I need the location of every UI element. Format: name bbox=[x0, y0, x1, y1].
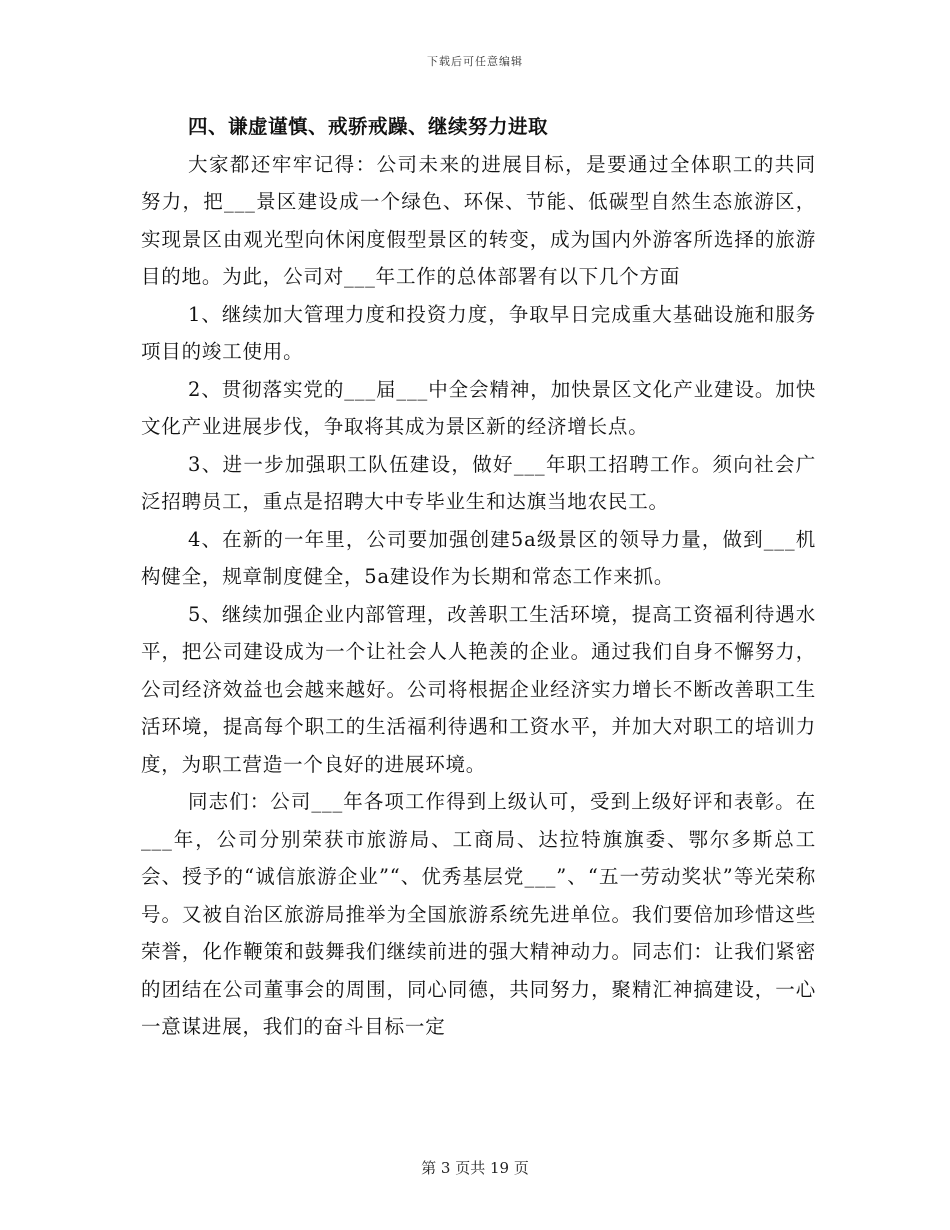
paragraph-item-2: 2、贯彻落实党的___届___中全会精神，加快景区文化产业建设。加快文化产业进展步伐，争取将其成为景区新的经济增长点。 bbox=[141, 377, 816, 438]
header-note: 下载后可任意编辑 bbox=[427, 55, 523, 68]
section-heading: 四、谦虚谨慎、戒骄戒躁、继续努力进取 bbox=[188, 115, 549, 138]
paragraph-closing: 同志们：公司___年各项工作得到上级认可，受到上级好评和表彰。在___年，公司分别荣获市旅游局、工商局、达拉特旗旗委、鄂尔多斯总工会、授予的“诚信旅游企业”“、优秀基层党___”、“五一劳动奖状”等光荣称号。又被自治区旅游局推举为全国旅游系统先进单位。我们要倍加珍惜这些荣誉，化作鞭策和鼓舞我们继续前进的强大精神动力。同志们：让我们紧密的团结在公司董事会的周围，同心同德，共同努力，聚精汇神搞建设，一心一意谋进展，我们的奋斗目标一定 bbox=[141, 790, 816, 1038]
paragraph-item-4: 4、在新的一年里，公司要加强创建5a级景区的领导力量，做到___机构健全，规章制度健全，5a建设作为长期和常态工作来抓。 bbox=[141, 527, 816, 588]
paragraph-item-1: 1、继续加大管理力度和投资力度，争取早日完成重大基础设施和服务项目的竣工使用。 bbox=[141, 302, 816, 363]
document-body bbox=[141, 108, 816, 1046]
page-number: 第 3 页共 19 页 bbox=[421, 1159, 529, 1177]
paragraph-goals: 大家都还牢牢记得：公司未来的进展目标，是要通过全体职工的共同努力，把___景区建设成一个绿色、环保、节能、低碳型自然生态旅游区，实现景区由观光型向休闲度假型景区的转变，成为国内外游客所选择的旅游目的地。为此，公司对___年工作的总体部署有以下几个方面 bbox=[141, 152, 816, 288]
paragraph-item-3: 3、进一步加强职工队伍建设，做好___年职工招聘工作。须向社会广泛招聘员工，重点是招聘大中专毕业生和达旗当地农民工。 bbox=[141, 452, 816, 513]
paragraph-item-5: 5、继续加强企业内部管理，改善职工生活环境，提高工资福利待遇水平，把公司建设成为一个让社会人人艳羡的企业。通过我们自身不懈努力，公司经济效益也会越来越好。公司将根据企业经济实力增长不断改善职工生活环境，提高每个职工的生活福利待遇和工资水平，并加大对职工的培训力度，为职工营造一个良好的进展环境。 bbox=[141, 602, 816, 776]
